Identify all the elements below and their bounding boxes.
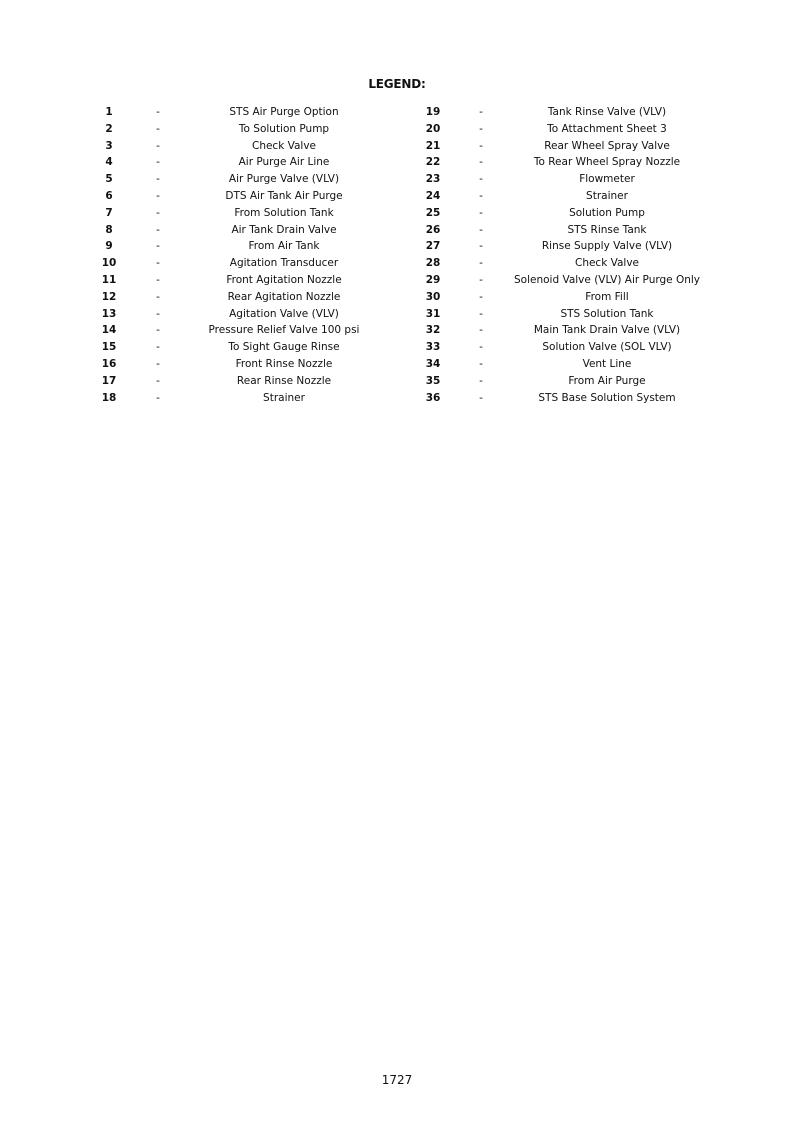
legend-item-dash: -	[479, 374, 483, 387]
legend-item-dash: -	[479, 173, 483, 186]
legend-item-number: 14	[101, 324, 117, 337]
legend-item-dash: -	[479, 223, 483, 236]
legend-item-description: Strainer	[263, 391, 305, 404]
legend-item-description: Solution Pump	[569, 206, 645, 219]
legend-item-description: From Fill	[585, 290, 629, 303]
legend-item-number: 18	[101, 391, 117, 404]
legend-item-number: 20	[425, 122, 441, 135]
legend-item-description: Solution Valve (SOL VLV)	[542, 341, 672, 354]
legend-item-number: 7	[105, 206, 113, 219]
legend-item-number: 17	[101, 374, 117, 387]
legend-item-description: Check Valve	[574, 257, 640, 270]
legend-item-number: 23	[425, 173, 441, 186]
legend-item-description: To Attachment Sheet 3	[547, 122, 667, 135]
legend-item-dash: -	[479, 273, 483, 286]
legend-item-description: Vent Line	[582, 357, 632, 370]
legend-item-description: Front Rinse Nozzle	[235, 357, 333, 370]
legend-item-number: 3	[105, 139, 113, 152]
legend-item-description: Air Purge Valve (VLV)	[228, 173, 340, 186]
legend-item-dash: -	[156, 391, 160, 404]
page-number: 1727	[381, 1073, 413, 1087]
legend-item-number: 10	[101, 257, 117, 270]
legend-item-dash: -	[479, 240, 483, 253]
legend-item-number: 4	[105, 156, 113, 169]
legend-item-dash: -	[479, 391, 483, 404]
legend-item-dash: -	[479, 257, 483, 270]
legend-item-number: 30	[425, 290, 441, 303]
legend-item-number: 19	[425, 106, 441, 118]
legend-item-number: 2	[105, 122, 113, 135]
legend-item-number: 22	[425, 156, 441, 169]
legend-item-description: Air Tank Drain Valve	[231, 223, 337, 236]
legend-item-number: 21	[425, 139, 441, 152]
legend-item-number: 1	[105, 106, 113, 118]
legend-item-number: 29	[425, 273, 441, 286]
legend-item-number: 16	[101, 357, 117, 370]
legend-item-dash: -	[479, 290, 483, 303]
legend-item-description: Agitation Transducer	[229, 257, 339, 270]
legend-item-number: 35	[425, 374, 441, 387]
legend-item-dash: -	[479, 156, 483, 169]
legend-item-description: To Solution Pump	[238, 122, 330, 135]
legend-item-dash: -	[479, 357, 483, 370]
legend-item-description: Flowmeter	[579, 173, 635, 186]
legend-item-number: 28	[425, 257, 441, 270]
legend-item-dash: -	[156, 324, 160, 337]
legend-item-dash: -	[479, 307, 483, 320]
legend-item-number: 31	[425, 307, 441, 320]
legend-item-dash: -	[479, 324, 483, 337]
legend-item-description: STS Base Solution System	[538, 391, 676, 404]
legend-item-dash: -	[479, 341, 483, 354]
legend-item-number: 9	[105, 240, 113, 253]
legend-title: LEGEND:	[368, 77, 426, 91]
legend-item-dash: -	[156, 290, 160, 303]
legend-item-dash: -	[156, 139, 160, 152]
legend-item-number: 5	[105, 173, 113, 186]
legend-item-number: 25	[425, 206, 441, 219]
legend-item-description: Main Tank Drain Valve (VLV)	[533, 324, 681, 337]
legend-item-dash: -	[479, 122, 483, 135]
legend-item-description: STS Solution Tank	[560, 307, 654, 320]
legend-item-number: 27	[425, 240, 441, 253]
legend-item-dash: -	[156, 173, 160, 186]
legend-item-dash: -	[156, 122, 160, 135]
legend-item-dash: -	[156, 189, 160, 202]
legend-item-dash: -	[156, 307, 160, 320]
legend-item-description: Rear Agitation Nozzle	[227, 290, 341, 303]
legend-item-dash: -	[156, 240, 160, 253]
legend-item-description: Pressure Relief Valve 100 psi	[208, 324, 360, 337]
legend-item-dash: -	[156, 106, 160, 118]
legend-item-dash: -	[156, 341, 160, 354]
legend-item-description: Rinse Supply Valve (VLV)	[541, 240, 673, 253]
legend-item-dash: -	[156, 374, 160, 387]
legend-item-description: DTS Air Tank Air Purge	[225, 189, 343, 202]
legend-item-number: 33	[425, 341, 441, 354]
legend-item-number: 11	[101, 273, 117, 286]
legend-item-number: 15	[101, 341, 117, 354]
legend-item-description: STS Rinse Tank	[567, 223, 647, 236]
legend-item-dash: -	[156, 223, 160, 236]
legend-item-dash: -	[156, 273, 160, 286]
legend-item-number: 34	[425, 357, 441, 370]
legend-item-description: STS Air Purge Option	[229, 106, 339, 118]
legend-item-description: Solenoid Valve (VLV) Air Purge Only	[514, 273, 700, 286]
legend-item-number: 32	[425, 324, 441, 337]
legend-item-description: Agitation Valve (VLV)	[229, 307, 339, 320]
legend-item-number: 12	[101, 290, 117, 303]
legend-item-dash: -	[479, 206, 483, 219]
legend-item-number: 13	[101, 307, 117, 320]
legend-item-dash: -	[479, 139, 483, 152]
legend-item-dash: -	[479, 189, 483, 202]
legend-item-dash: -	[479, 106, 483, 118]
legend-item-description: To Sight Gauge Rinse	[228, 341, 340, 354]
legend-item-description: Rear Rinse Nozzle	[236, 374, 332, 387]
legend-item-description: Rear Wheel Spray Valve	[544, 139, 670, 152]
legend-item-description: Tank Rinse Valve (VLV)	[547, 106, 667, 118]
legend-item-description: Check Valve	[251, 139, 317, 152]
legend-item-description: To Rear Wheel Spray Nozzle	[533, 156, 681, 169]
legend-item-dash: -	[156, 156, 160, 169]
legend-item-number: 8	[105, 223, 113, 236]
legend-item-description: From Solution Tank	[234, 206, 334, 219]
legend-item-description: Strainer	[586, 189, 628, 202]
legend-item-number: 6	[105, 189, 113, 202]
legend-item-number: 24	[425, 189, 441, 202]
legend-item-description: Front Agitation Nozzle	[226, 273, 342, 286]
legend-item-number: 26	[425, 223, 441, 236]
legend-item-description: From Air Tank	[248, 240, 320, 253]
legend-item-description: From Air Purge	[568, 374, 646, 387]
legend-item-dash: -	[156, 357, 160, 370]
legend-item-dash: -	[156, 257, 160, 270]
legend-item-description: Air Purge Air Line	[238, 156, 330, 169]
legend-item-number: 36	[425, 391, 441, 404]
legend-item-dash: -	[156, 206, 160, 219]
